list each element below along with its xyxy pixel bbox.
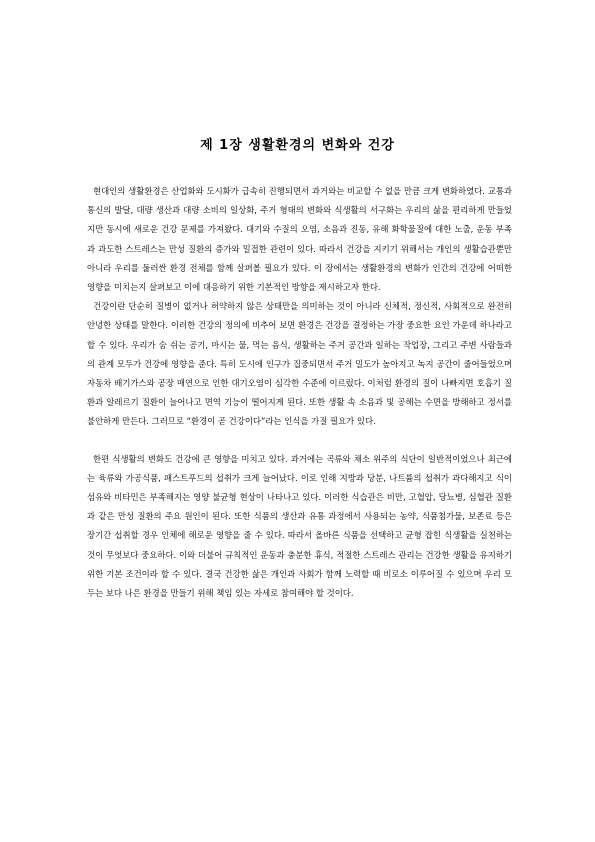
paragraph-1: 현대인의 생활환경은 산업화와 도시화가 급속히 진행되면서 과거와는 비교할 수 없을 만큼 크게 변화하였다. 교통과 통신의 발달, 대량 생산과 대량 소비의 일상화, 주거 형태의 변화와 식생활의 서구화는 우리의 삶을 편리하게 만들었지만 동시에 새로운 건강 문제를 가져왔다. 대기와 수질의 오염, 소음과 진동, 유해 화학물질에 대한 노출, 운동 부족과 과도한 스트레스는 만성 질환의 증가와 밀접한 관련이 있다. 따라서 건강을 지키기 위해서는 개인의 생활습관뿐만 아니라 우리를 둘러싼 환경 전체를 함께 살펴볼 필요가 있다. 이 장에서는 생활환경의 변화가 인간의 건강에 어떠한 영향을 미치는지 살펴보고 이에 대응하기 위한 기본적인 방향을 제시하고자 한다. xyxy=(87,186,512,293)
paragraph-gap xyxy=(87,432,512,450)
paragraph-3: 한편 식생활의 변화도 건강에 큰 영향을 미치고 있다. 과거에는 곡류와 채소 위주의 식단이 일반적이었으나 최근에는 육류와 가공식품, 패스트푸드의 섭취가 크게 늘어났다. 이로 인해 지방과 당분, 나트륨의 섭취가 과다해지고 식이섬유와 비타민은 부족해지는 영양 불균형 현상이 나타나고 있다. 이러한 식습관은 비만, 고혈압, 당뇨병, 심혈관 질환과 같은 만성 질환의 주요 원인이 된다. 또한 식품의 생산과 유통 과정에서 사용되는 농약, 식품첨가물, 보존료 등은 장기간 섭취할 경우 인체에 해로운 영향을 줄 수 있다. 따라서 올바른 식품을 선택하고 균형 잡힌 식생활을 실천하는 것이 무엇보다 중요하다. 이와 더불어 규칙적인 운동과 충분한 휴식, 적절한 스트레스 관리는 건강한 생활을 유지하기 위한 기본 조건이라 할 수 있다. 결국 건강한 삶은 개인과 사회가 함께 노력할 때 비로소 이루어질 수 있으며 우리 모두는 보다 나은 환경을 만들기 위해 책임 있는 자세로 참여해야 할 것이다. xyxy=(87,453,512,599)
document-body xyxy=(87,182,512,603)
document-title: 제 1장 생활환경의 변화와 건강 xyxy=(200,138,395,153)
paragraph-2: 건강이란 단순히 질병이 없거나 허약하지 않은 상태만을 의미하는 것이 아니라 신체적, 정신적, 사회적으로 완전히 안녕한 상태를 말한다. 이러한 건강의 정의에 비추어 보면 환경은 건강을 결정하는 가장 중요한 요인 가운데 하나라고 할 수 있다. 우리가 숨 쉬는 공기, 마시는 물, 먹는 음식, 생활하는 주거 공간과 일하는 작업장, 그리고 주변 사람들과의 관계 모두가 건강에 영향을 준다. 특히 도시에 인구가 집중되면서 주거 밀도가 높아지고 녹지 공간이 줄어들었으며 자동차 배기가스와 공장 매연으로 인한 대기오염이 심각한 수준에 이르렀다. 이처럼 환경의 질이 나빠지면 호흡기 질환과 알레르기 질환이 늘어나고 면역 기능이 떨어지게 된다. 또한 생활 속 소음과 빛 공해는 수면을 방해하고 정서를 불안하게 만든다. 그러므로 “환경이 곧 건강이다”라는 인식을 가질 필요가 있다. xyxy=(87,301,512,427)
